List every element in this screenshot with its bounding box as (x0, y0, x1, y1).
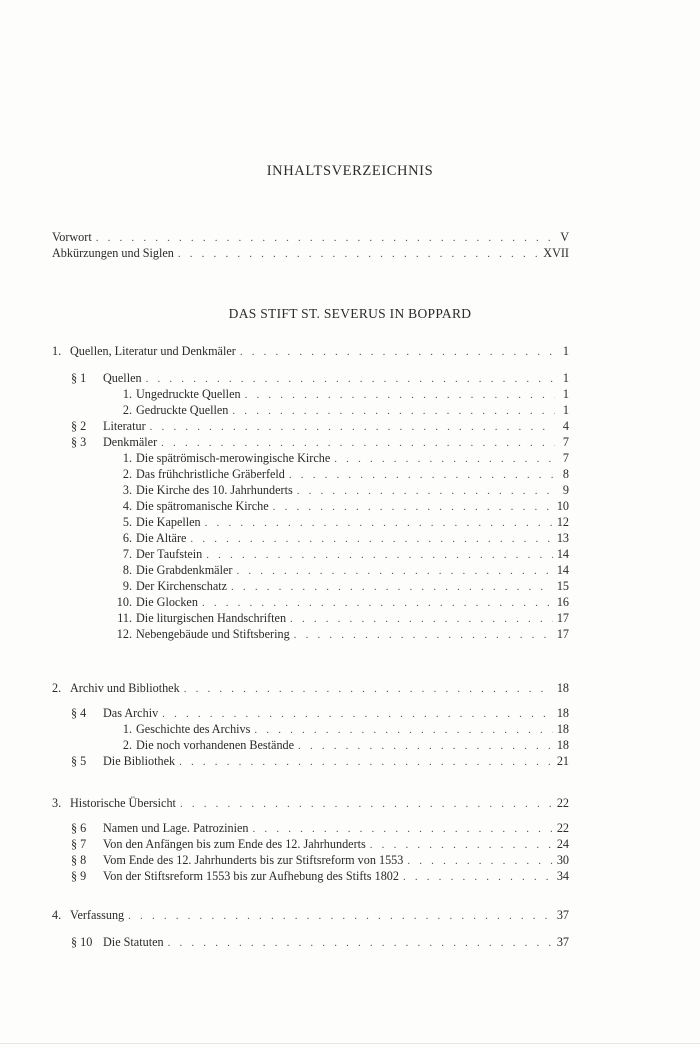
dot-leader (128, 908, 553, 924)
toc-entry-page: 7 (562, 451, 569, 465)
toc-chapter (52, 343, 569, 359)
dot-leader (297, 483, 555, 499)
toc-entry-number: § 4 (71, 706, 87, 720)
toc-entry-text: Die spätromanische Kirche (136, 499, 269, 513)
dot-leader (403, 869, 553, 885)
toc-subentry (108, 594, 569, 610)
toc-entry-page: 16 (556, 595, 569, 609)
dot-leader (407, 853, 552, 869)
toc-entry-page: 18 (556, 722, 569, 736)
toc-entry-page: 17 (556, 627, 569, 641)
toc-subentry (108, 450, 569, 466)
toc-entry-page: 1 (562, 371, 569, 385)
toc-subentry (108, 546, 569, 562)
dot-leader (179, 754, 553, 770)
toc-entry-number: § 10 (71, 935, 93, 949)
toc-entry-number: 10. (116, 595, 132, 609)
toc-entry-page: 14 (556, 547, 569, 561)
toc-subentry (108, 610, 569, 626)
dot-leader (190, 531, 552, 547)
toc-entry-page: 21 (556, 754, 569, 768)
toc-chapter (52, 907, 569, 923)
toc-entry-text: Die Altäre (136, 531, 187, 545)
toc-entry-text: Von der Stiftsreform 1553 bis zur Aufhebung des Stifts 1802 (103, 869, 399, 883)
toc-entry-text: Gedruckte Quellen (136, 403, 229, 417)
toc-entry-text: Die Kapellen (136, 515, 201, 529)
toc-entry-text: Die liturgischen Handschriften (136, 611, 287, 625)
toc-entry-page: 8 (562, 467, 569, 481)
toc-subentry (108, 386, 569, 402)
dot-leader (202, 595, 553, 611)
toc-entry-text: Verfassung (70, 908, 125, 922)
toc-paragraph (71, 705, 569, 721)
toc-entry-page: 1 (562, 403, 569, 417)
toc-entry-page: 22 (556, 821, 569, 835)
dot-leader (168, 935, 553, 951)
toc-entry-text: Namen und Lage. Patrozinien (103, 821, 249, 835)
toc-entry-number: 11. (117, 611, 132, 625)
toc-entry-number: 1. (122, 451, 132, 465)
toc-subentry (108, 466, 569, 482)
dot-leader (240, 344, 555, 360)
dot-leader (232, 403, 555, 419)
toc-entry-number: 2. (52, 681, 62, 695)
toc-entry-page: 7 (562, 435, 569, 449)
dot-leader (161, 435, 555, 451)
toc-subentry (108, 626, 569, 642)
toc-entry-number: 8. (122, 563, 132, 577)
toc-entry-number: 2. (122, 403, 132, 417)
toc-entry-text: Nebengebäude und Stiftsbering (136, 627, 290, 641)
dot-leader (146, 371, 555, 387)
toc-paragraph (71, 418, 569, 434)
dot-leader (178, 246, 539, 262)
toc-entry-page: 14 (556, 563, 569, 577)
toc-entry-text: Die Grabdenkmäler (136, 563, 233, 577)
toc-paragraph (71, 434, 569, 450)
section-title: DAS STIFT ST. SEVERUS IN BOPPARD (228, 306, 472, 321)
toc-subentry (108, 402, 569, 418)
toc-entry-number: 3. (122, 483, 132, 497)
toc-entry-page: 18 (556, 706, 569, 720)
toc-paragraph (71, 852, 569, 868)
toc-entry-number: 4. (122, 499, 132, 513)
toc-entry-text: Der Kirchenschatz (136, 579, 228, 593)
toc-entry-number: § 1 (71, 371, 87, 385)
toc-entry-page: 30 (556, 853, 569, 867)
page-edge-divider (0, 1043, 700, 1044)
dot-leader (96, 230, 555, 246)
toc-entry-text: Der Taufstein (136, 547, 203, 561)
toc-entry-page: 13 (556, 531, 569, 545)
dot-leader (290, 611, 553, 627)
dot-leader (184, 681, 553, 697)
toc-entry-text: Archiv und Bibliothek (70, 681, 180, 695)
toc-subentry (108, 578, 569, 594)
toc-entry-number: 9. (122, 579, 132, 593)
toc-entry-text: Historische Übersicht (70, 796, 176, 810)
toc-subentry (108, 562, 569, 578)
toc-entry-number: 5. (122, 515, 132, 529)
toc-paragraph (71, 934, 569, 950)
toc-entry-page: XVII (543, 246, 569, 260)
toc-entry-text: Die Statuten (103, 935, 164, 949)
toc-entry-page: 1 (562, 387, 569, 401)
toc-paragraph (71, 753, 569, 769)
toc-subentry (108, 721, 569, 737)
toc-entry-vorwort (52, 229, 569, 245)
dot-leader (273, 499, 553, 515)
toc-entry-page: V (560, 230, 569, 244)
toc-entry-page: 37 (556, 908, 569, 922)
dot-leader (253, 821, 553, 837)
toc-subentry (108, 482, 569, 498)
toc-entry-text: Abkürzungen und Siglen (52, 246, 174, 260)
dot-leader (162, 706, 553, 722)
toc-entry-number: 2. (122, 467, 132, 481)
dot-leader (205, 515, 553, 531)
toc-entry-text: Quellen (103, 371, 142, 385)
toc-subentry (108, 498, 569, 514)
toc-entry-text: Die Bibliothek (103, 754, 176, 768)
toc-entry-text: Die noch vorhandenen Bestände (136, 738, 295, 752)
toc-chapter (52, 680, 569, 696)
toc-paragraph (71, 836, 569, 852)
toc-entry-text: Literatur (103, 419, 146, 433)
dot-leader (298, 738, 553, 754)
toc-entry-text: Quellen, Literatur und Denkmäler (70, 344, 236, 358)
toc-entry-number: 1. (122, 722, 132, 736)
toc-entry-number: 6. (122, 531, 132, 545)
toc-entry-text: Denkmäler (103, 435, 158, 449)
toc-entry-text: Ungedruckte Quellen (136, 387, 241, 401)
toc-entry-page: 12 (556, 515, 569, 529)
toc-entry-text: Die Glocken (136, 595, 198, 609)
toc-subentry (108, 514, 569, 530)
toc-entry-page: 1 (562, 344, 569, 358)
dot-leader (254, 722, 552, 738)
toc-entry-number: § 6 (71, 821, 87, 835)
dot-leader (334, 451, 555, 467)
toc-entry-number: § 9 (71, 869, 87, 883)
toc-entry-text: Geschichte des Archivs (136, 722, 251, 736)
toc-entry-page: 9 (562, 483, 569, 497)
toc-entry-text: Das Archiv (103, 706, 159, 720)
dot-leader (206, 547, 553, 563)
toc-entry-number: 12. (116, 627, 132, 641)
dot-leader (370, 837, 553, 853)
dot-leader (294, 627, 553, 643)
toc-entry-text: Die Kirche des 10. Jahrhunderts (136, 483, 293, 497)
toc-entry-number: 7. (122, 547, 132, 561)
toc-entry-page: 34 (556, 869, 569, 883)
toc-entry-text: Die spätrömisch-merowingische Kirche (136, 451, 331, 465)
dot-leader (289, 467, 555, 483)
toc-entry-text: Das frühchristliche Gräberfeld (136, 467, 285, 481)
dot-leader (150, 419, 555, 435)
toc-entry-page: 15 (556, 579, 569, 593)
toc-paragraph (71, 370, 569, 386)
dot-leader (236, 563, 552, 579)
toc-entry-number: § 8 (71, 853, 87, 867)
toc-entry-number: § 5 (71, 754, 87, 768)
toc-subentry (108, 737, 569, 753)
toc-entry-page: 37 (556, 935, 569, 949)
toc-entry-number: § 7 (71, 837, 87, 851)
toc-entry-text: Von den Anfängen bis zum Ende des 12. Jahrhunderts (103, 837, 366, 851)
page-title: INHALTSVERZEICHNIS (266, 163, 434, 179)
toc-entry-page: 4 (562, 419, 569, 433)
toc-entry-abkuerzungen (52, 245, 569, 261)
toc-entry-number: § 3 (71, 435, 87, 449)
toc-paragraph (71, 820, 569, 836)
toc-entry-number: § 2 (71, 419, 87, 433)
toc-entry-text: Vorwort (52, 230, 92, 244)
dot-leader (180, 796, 553, 812)
toc-entry-page: 24 (556, 837, 569, 851)
toc-entry-page: 18 (556, 738, 569, 752)
dot-leader (231, 579, 553, 595)
toc-entry-page: 10 (556, 499, 569, 513)
toc-entry-number: 1. (122, 387, 132, 401)
toc-entry-number: 1. (52, 344, 62, 358)
toc-entry-number: 4. (52, 908, 62, 922)
toc-entry-page: 22 (556, 796, 569, 810)
toc-chapter (52, 795, 569, 811)
toc-entry-number: 3. (52, 796, 62, 810)
dot-leader (245, 387, 555, 403)
toc-entry-page: 18 (556, 681, 569, 695)
toc-subentry (108, 530, 569, 546)
toc-paragraph (71, 868, 569, 884)
toc-entry-page: 17 (556, 611, 569, 625)
toc-entry-text: Vom Ende des 12. Jahrhunderts bis zur Stiftsreform von 1553 (103, 853, 404, 867)
toc-entry-number: 2. (122, 738, 132, 752)
